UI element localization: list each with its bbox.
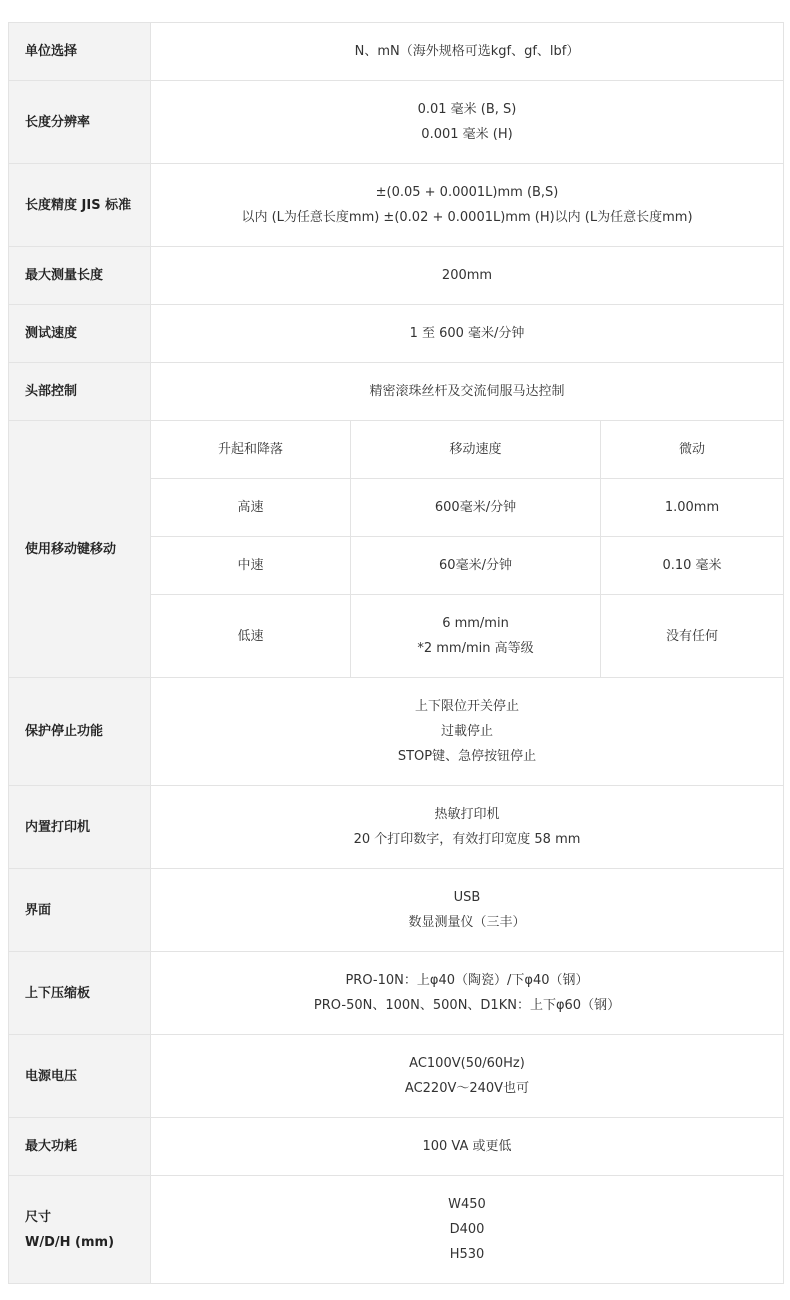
label-max-length: 最大测量长度 (9, 247, 151, 305)
row-printer (9, 786, 784, 869)
jog-speed-mid: 60毫米/分钟 (351, 537, 601, 595)
value-head-control: 精密滚珠丝杆及交流伺服马达控制 (151, 363, 784, 421)
jog-mode-mid: 中速 (151, 537, 351, 595)
value-max-length: 200mm (151, 247, 784, 305)
value-line: USB (453, 890, 481, 905)
row-power (9, 1035, 784, 1118)
value-line: W450 (448, 1197, 486, 1212)
row-protection (9, 678, 784, 786)
value-consumption: 100 VA 或更低 (151, 1118, 784, 1176)
row-length-accuracy (9, 164, 784, 247)
value-line: 数显测量仪（三丰） (408, 915, 526, 930)
value-line: 6 mm/min (442, 616, 509, 631)
value-plates (151, 952, 784, 1035)
label-protection: 保护停止功能 (9, 678, 151, 786)
jog-mode-low: 低速 (151, 595, 351, 678)
jog-mode-high: 高速 (151, 479, 351, 537)
value-line: 上下限位开关停止 (414, 699, 519, 714)
value-protection (151, 678, 784, 786)
row-jog-header (9, 421, 784, 479)
value-line: D400 (449, 1222, 485, 1237)
label-interface: 界面 (9, 869, 151, 952)
label-length-resolution: 长度分辨率 (9, 81, 151, 164)
row-length-resolution (9, 81, 784, 164)
value-interface (151, 869, 784, 952)
value-line: 20 个打印数字，有效打印宽度 58 mm (353, 832, 581, 847)
spec-table (8, 22, 784, 1284)
value-line: *2 mm/min 高等级 (417, 641, 534, 656)
value-line: 热敏打印机 (434, 807, 500, 822)
label-line: 尺寸 (25, 1209, 52, 1225)
jog-header-inch: 微动 (601, 421, 784, 479)
row-consumption (9, 1118, 784, 1176)
value-line: 0.001 毫米 (H) (421, 127, 513, 142)
value-printer (151, 786, 784, 869)
value-dimensions (151, 1176, 784, 1284)
row-dimensions (9, 1176, 784, 1284)
value-line: 0.01 毫米 (B, S) (417, 102, 517, 117)
row-interface (9, 869, 784, 952)
value-length-resolution (151, 81, 784, 164)
label-test-speed: 测试速度 (9, 305, 151, 363)
value-line: ±(0.05 + 0.0001L)mm (B,S) (375, 185, 559, 200)
row-head-control (9, 363, 784, 421)
value-test-speed: 1 至 600 毫米/分钟 (151, 305, 784, 363)
value-line: 过載停止 (440, 724, 493, 739)
label-printer: 内置打印机 (9, 786, 151, 869)
spec-table-container (8, 22, 783, 1284)
value-unit: N、mN（海外规格可选kgf、gf、lbf） (151, 23, 784, 81)
jog-header-speed: 移动速度 (351, 421, 601, 479)
label-power: 电源电压 (9, 1035, 151, 1118)
row-test-speed (9, 305, 784, 363)
value-line: AC100V(50/60Hz) (409, 1056, 525, 1071)
value-line: PRO-50N、100N、500N、D1KN：上下φ60（钢） (313, 998, 621, 1013)
value-line: 以内 (L为任意长度mm) ±(0.02 + 0.0001L)mm (H)以内 (L为任意长度mm) (241, 210, 693, 225)
jog-speed-low (351, 595, 601, 678)
value-line: H530 (449, 1247, 485, 1262)
value-power (151, 1035, 784, 1118)
label-consumption: 最大功耗 (9, 1118, 151, 1176)
value-length-accuracy (151, 164, 784, 247)
value-line: STOP键、急停按钮停止 (397, 749, 537, 764)
value-line: PRO-10N：上φ40（陶瓷）/下φ40（钢） (345, 973, 589, 988)
row-plates (9, 952, 784, 1035)
row-max-length (9, 247, 784, 305)
label-length-accuracy: 长度精度 JIS 标准 (9, 164, 151, 247)
label-jog: 使用移动键移动 (9, 421, 151, 678)
label-plates: 上下压缩板 (9, 952, 151, 1035)
label-head-control: 头部控制 (9, 363, 151, 421)
jog-inch-mid: 0.10 毫米 (601, 537, 784, 595)
jog-speed-high: 600毫米/分钟 (351, 479, 601, 537)
label-line: W/D/H (mm) (25, 1234, 115, 1250)
jog-inch-high: 1.00mm (601, 479, 784, 537)
label-dimensions (9, 1176, 151, 1284)
label-unit: 单位选择 (9, 23, 151, 81)
jog-inch-low: 没有任何 (601, 595, 784, 678)
value-line: AC220V～240V也可 (404, 1081, 530, 1096)
jog-header-mode: 升起和降落 (151, 421, 351, 479)
row-unit (9, 23, 784, 81)
